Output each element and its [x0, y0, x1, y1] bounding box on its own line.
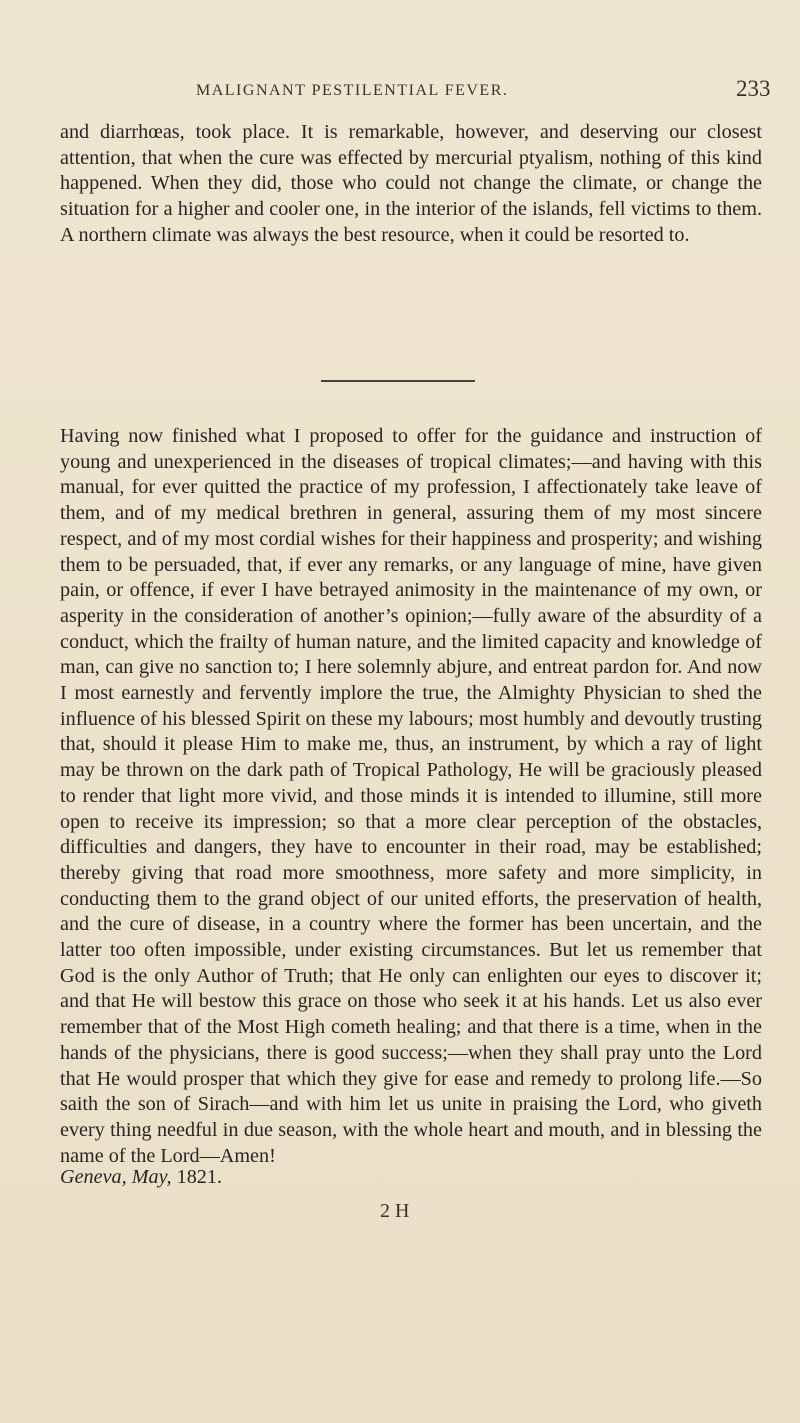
signoff: [60, 1166, 222, 1189]
signature-mark: 2 H: [380, 1200, 410, 1222]
page-number: 233: [736, 76, 771, 101]
running-head: MALIGNANT PESTILENTIAL FEVER.: [196, 82, 509, 99]
signoff-year: 1821.: [176, 1166, 223, 1188]
paragraph-1: and diarrhœas, took place. It is remarkable, however, and deserving our closest attention, that when the cure was effected by mercurial ptyalism, nothing of this kind happened. When they did, those who could not change the climate, or change the situation for a higher and cooler one, in the interior of the islands, fell victims to them. A northern climate was always the best resource, when it could be resorted to.: [60, 121, 762, 246]
section-divider: [321, 380, 475, 382]
paragraph-2: Having now finished what I proposed to offer for the guidance and instruction of young and unexperienced in the diseases of tropical climates;—and having with this manual, for ever quitted the practice of my profession, I affectionately take leave of them, and of my medical brethren in general, assuring them of my most sincere respect, and of my most cordial wishes for their happiness and prosperity; and wishing them to be persuaded, that, if ever any remarks, or any language of mine, have given pain, or offence, if ever I have betrayed animosity in the maintenance of my own, or asperity in the consideration of another’s opinion;—fully aware of the absurdity of a conduct, which the frailty of human nature, and the limited capacity and knowledge of man, can give no sanction to; I here solemnly abjure, and entreat pardon for. And now I most earnestly and fervently implore the true, the Almighty Physician to shed the influence of his blessed Spirit on these my labours; most humbly and devoutly trusting that, should it please Him to make me, thus, an instrument, by which a ray of light may be thrown on the dark path of Tropical Pathology, He will be graciously pleased to render that light more vivid, and those minds it is intended to illumine, still more open to receive its impression; so that a more clear perception of the obstacles, difficulties and dangers, they have to encounter in their road, may be established; thereby giving that road more smoothness, more safety and more simplicity, in conducting them to the grand object of our united efforts, the preservation of health, and the cure of disease, in a country where the former has been uncertain, and the latter too often impossible, under existing circumstances. But let us remember that God is the only Author of Truth; that He only can enlighten our eyes to discover it; and that He will bestow this grace on those who seek it at his hands. Let us also ever remember that of the Most High cometh healing; and that there is a time, when in the hands of the physicians, there is good success;—when they shall pray unto the Lord that He would prosper that which they give for ease and remedy to prolong life.—So saith the son of Sirach—and with him let us unite in praising the Lord, who giveth every thing needful in due season, with the whole heart and mouth, and in blessing the name of the Lord—Amen!: [60, 425, 762, 1167]
signoff-place-date: Geneva, May,: [60, 1166, 172, 1188]
